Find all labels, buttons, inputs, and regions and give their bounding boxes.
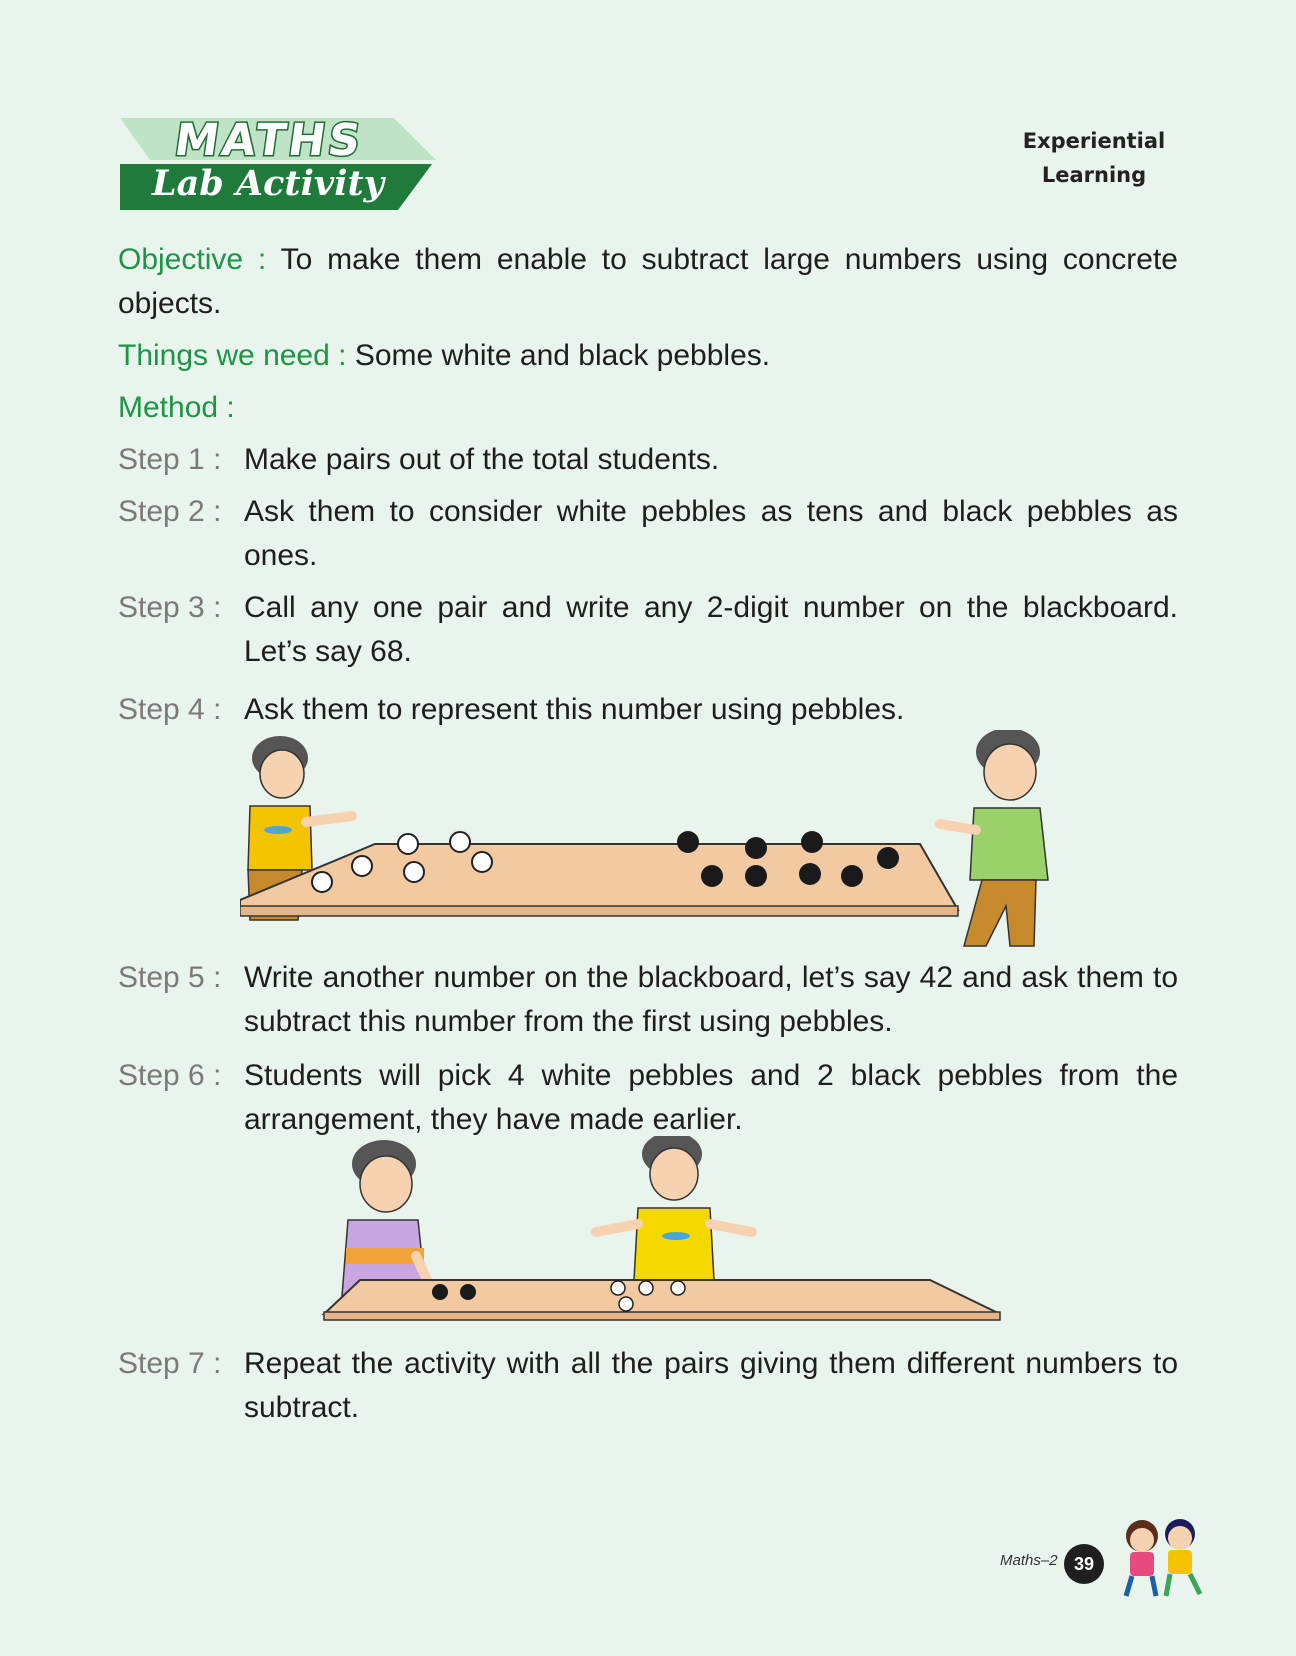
step-label: Step 7 : (118, 1347, 222, 1380)
black-pebble (460, 1284, 476, 1300)
step-text: Ask them to represent this number using pebbles. (244, 693, 905, 726)
method-heading: Method : (118, 391, 235, 424)
kids-mascot-illustration (1116, 1516, 1210, 1600)
black-pebble (801, 831, 823, 853)
white-pebble (312, 872, 332, 892)
page-number: 39 (1064, 1544, 1104, 1584)
objective-paragraph (118, 238, 1178, 326)
step-label: Step 1 : (118, 443, 222, 476)
white-pebble (619, 1297, 633, 1311)
black-pebble (745, 837, 767, 859)
step-label: Step 3 : (118, 591, 222, 624)
objective-text: To make them enable to subtract large numbers using concrete objects. (118, 243, 1178, 320)
step-text: Students will pick 4 white pebbles and 2 black pebbles from the arrangement, they have made earlier. (244, 1059, 1178, 1136)
experiential-learning-tag (1004, 124, 1184, 192)
white-pebble (472, 852, 492, 872)
step-label: Step 5 : (118, 961, 222, 994)
black-pebble (701, 865, 723, 887)
black-pebble (877, 847, 899, 869)
pebbles-26-illustration (320, 1136, 1010, 1326)
badge-title: MATHS (171, 115, 367, 166)
white-pebble (398, 834, 418, 854)
badge-subtitle: Lab Activity (152, 163, 385, 204)
white-pebble (352, 856, 372, 876)
middle-boy-illustration (596, 1136, 752, 1280)
things-paragraph (118, 334, 1178, 378)
white-pebble (611, 1281, 625, 1295)
maths-lab-activity-badge (114, 116, 440, 212)
black-pebble (799, 863, 821, 885)
table-surface (324, 1280, 1000, 1320)
black-pebble (745, 865, 767, 887)
step-text: Repeat the activity with all the pairs giving them different numbers to subtract. (244, 1347, 1178, 1424)
tag-line-1: Experiential (1022, 129, 1166, 153)
tag-line-2: Learning (1041, 163, 1147, 187)
step-label: Step 2 : (118, 495, 222, 528)
footer-book-name: Maths–2 (1000, 1552, 1058, 1569)
step-text: Make pairs out of the total students. (244, 443, 720, 476)
black-pebble (677, 831, 699, 853)
step-label: Step 4 : (118, 693, 222, 726)
black-pebble (841, 865, 863, 887)
objective-label: Objective : (118, 243, 267, 276)
white-pebble (404, 862, 424, 882)
things-label: Things we need : (118, 339, 347, 372)
step-text: Call any one pair and write any 2-digit number on the blackboard. Let’s say 68. (244, 591, 1178, 668)
left-boy-illustration (342, 1140, 430, 1296)
white-pebble (450, 832, 470, 852)
pebbles-68-illustration (240, 730, 1080, 950)
white-pebble (639, 1281, 653, 1295)
things-text: Some white and black pebbles. (354, 339, 771, 372)
white-pebble (671, 1281, 685, 1295)
step-label: Step 6 : (118, 1059, 222, 1092)
black-pebble (432, 1284, 448, 1300)
step-text: Write another number on the blackboard, let’s say 42 and ask them to subtract this number from the first using pebbles. (244, 961, 1178, 1038)
step-text: Ask them to consider white pebbles as tens and black pebbles as ones. (244, 495, 1178, 572)
